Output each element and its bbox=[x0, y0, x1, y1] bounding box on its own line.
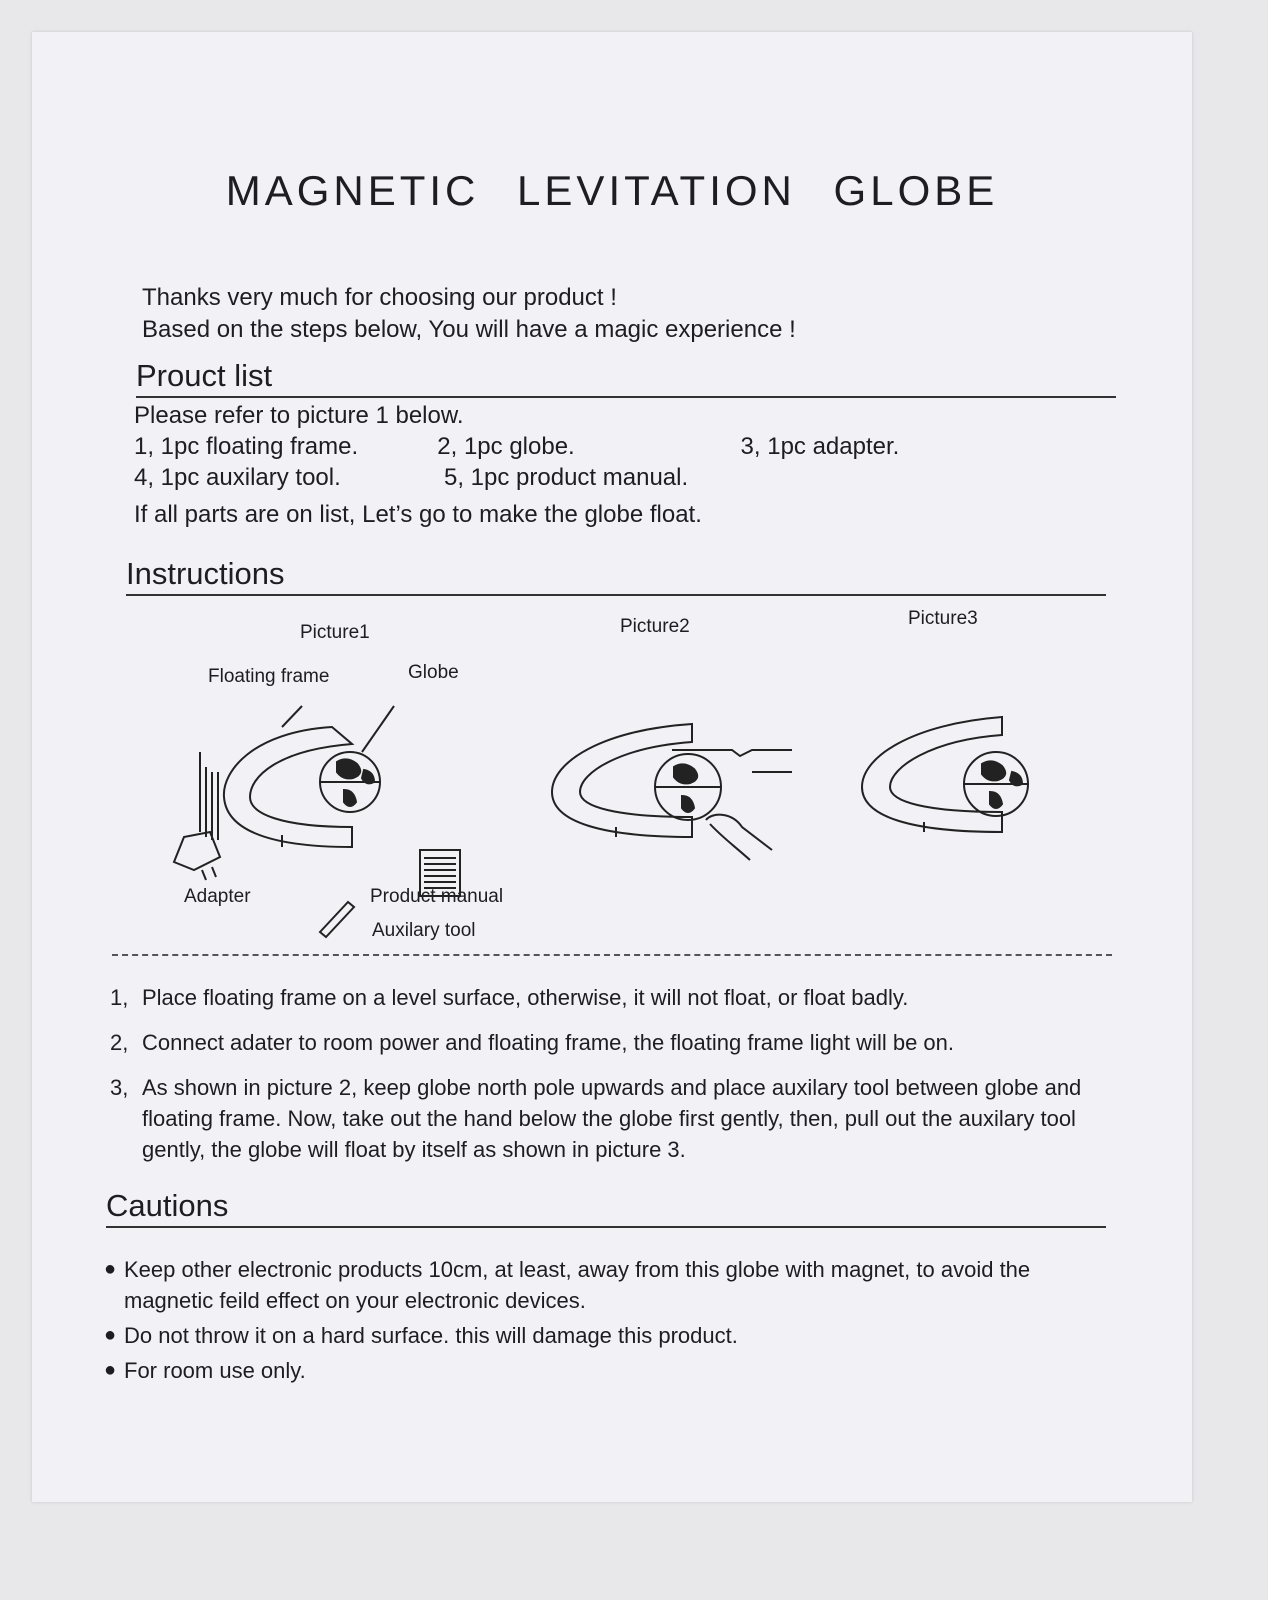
picture3-globe-icon bbox=[964, 752, 1028, 816]
picture1-label: Picture1 bbox=[300, 622, 370, 643]
floating-frame-icon bbox=[224, 727, 352, 847]
callout-auxilary-tool: Auxilary tool bbox=[372, 920, 476, 941]
intro-line: Thanks very much for choosing our product ! bbox=[142, 284, 617, 311]
auxilary-tool-icon bbox=[320, 902, 354, 937]
list-item: 5, 1pc product manual. bbox=[444, 464, 689, 491]
product-manual-icon bbox=[420, 850, 460, 896]
callout-globe: Globe bbox=[408, 662, 459, 683]
product-list-row bbox=[134, 431, 1034, 462]
caution-item bbox=[104, 1355, 1114, 1386]
dashed-divider bbox=[112, 954, 1112, 956]
picture3-frame-icon bbox=[862, 717, 1002, 832]
adapter-icon bbox=[174, 752, 220, 880]
instruction-step bbox=[110, 1027, 1110, 1058]
bullet-icon: ● bbox=[104, 1258, 117, 1280]
bullet-icon: ● bbox=[104, 1359, 117, 1381]
step-number: 3, bbox=[110, 1075, 129, 1100]
globe-icon bbox=[320, 752, 380, 812]
product-list-refer: Please refer to picture 1 below. bbox=[134, 402, 464, 429]
product-list-heading: Prouct list bbox=[136, 358, 1116, 398]
instruction-step bbox=[110, 1072, 1110, 1165]
manual-sheet bbox=[32, 32, 1192, 1502]
picture2-frame-icon bbox=[552, 724, 692, 837]
instruction-figures bbox=[132, 608, 1112, 982]
picture2-label: Picture2 bbox=[620, 616, 690, 637]
instruction-steps bbox=[110, 982, 1110, 1179]
instruction-step bbox=[110, 982, 1110, 1013]
intro-text bbox=[142, 282, 796, 346]
list-item: 3, 1pc adapter. bbox=[740, 433, 900, 460]
caution-text: Keep other electronic products 10cm, at least, away from this globe with magnet, to avoid the magnetic feild effect on your electronic devices. bbox=[124, 1257, 1031, 1313]
step-text: Place floating frame on a level surface, otherwise, it will not float, or float badly. bbox=[142, 985, 909, 1010]
caution-text: For room use only. bbox=[124, 1358, 306, 1383]
callout-floating-frame: Floating frame bbox=[208, 666, 330, 687]
product-list-row bbox=[134, 462, 1034, 493]
callout-adapter: Adapter bbox=[184, 886, 251, 907]
caution-item bbox=[104, 1320, 1114, 1351]
step-number: 2, bbox=[110, 1030, 129, 1055]
caution-text: Do not throw it on a hard surface. this will damage this product. bbox=[124, 1323, 738, 1348]
instruction-illustrations bbox=[132, 622, 1112, 982]
picture3-label: Picture3 bbox=[908, 608, 978, 629]
bullet-icon: ● bbox=[104, 1324, 117, 1346]
step-text: Connect adater to room power and floating frame, the floating frame light will be on. bbox=[142, 1030, 955, 1055]
cautions-heading: Cautions bbox=[106, 1188, 1106, 1228]
list-item: 2, 1pc globe. bbox=[437, 433, 575, 460]
intro-line: Based on the steps below, You will have a magic experience ! bbox=[142, 316, 796, 343]
cautions-list bbox=[104, 1254, 1114, 1390]
step-number: 1, bbox=[110, 985, 129, 1010]
list-item: 1, 1pc floating frame. bbox=[134, 433, 359, 460]
product-list-closing: If all parts are on list, Let’s go to make the globe float. bbox=[134, 501, 702, 528]
callout-product-manual: Product manual bbox=[370, 886, 504, 907]
picture2-globe-icon bbox=[655, 754, 721, 820]
document-title: MAGNETIC LEVITATION GLOBE bbox=[225, 167, 999, 214]
step-text: As shown in picture 2, keep globe north pole upwards and place auxilary tool between globe and floating frame. Now, take out the hand below the globe first gently, then, pull out the auxilary tool gently, the globe will float by itself as shown in picture 3. bbox=[142, 1075, 1082, 1162]
caution-item bbox=[104, 1254, 1114, 1316]
product-list bbox=[134, 400, 1034, 530]
instructions-heading: Instructions bbox=[126, 556, 1106, 596]
list-item: 4, 1pc auxilary tool. bbox=[134, 464, 341, 491]
